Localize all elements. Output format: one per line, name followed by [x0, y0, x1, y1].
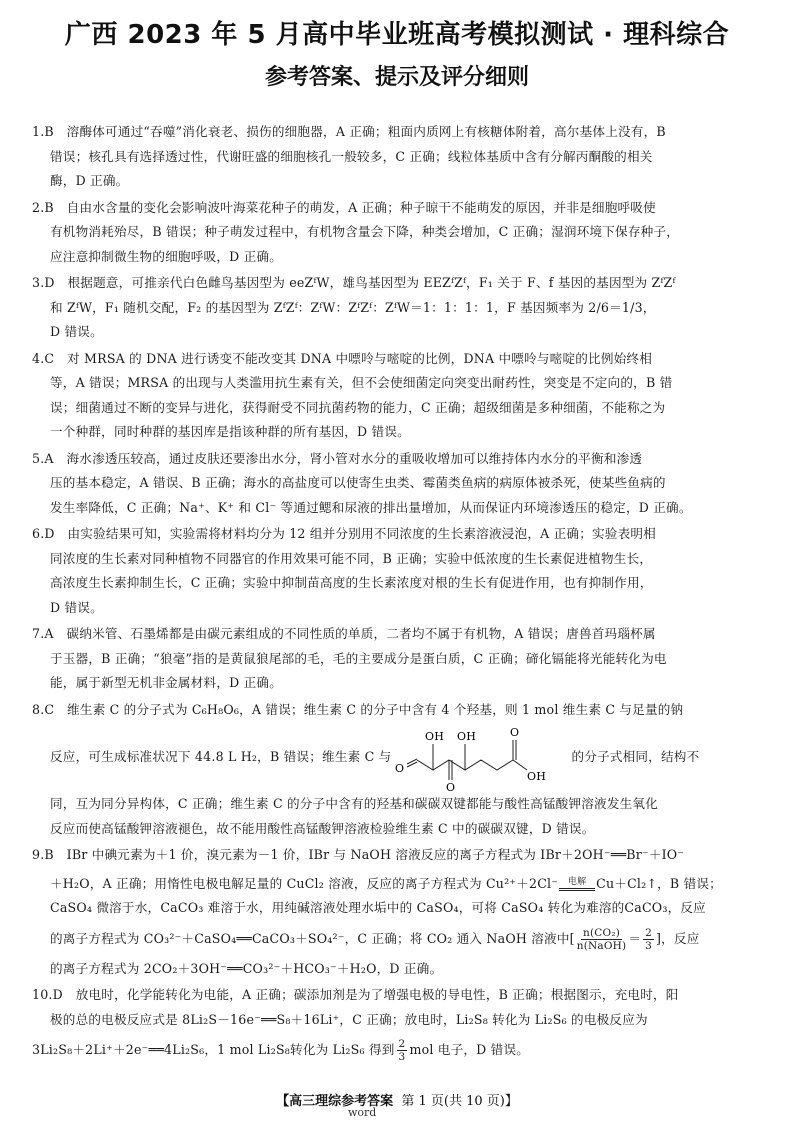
- q9-text: ]，反应: [656, 930, 700, 946]
- page-title: 广西 2023 年 5 月高中毕业班高考模拟测试 · 理科综合: [64, 20, 730, 50]
- fraction-denominator: 3: [398, 1051, 406, 1063]
- question-9: [32, 843, 774, 981]
- q10-line: 10.D 放电时，化学能转化为电能，A 正确；碳添加剂是为了增强电极的导电性，B 正确；根据图示，充电时，阳: [32, 987, 679, 1002]
- fraction-denominator: 3: [645, 939, 653, 952]
- question-line: 发生率降低，C 正确；Na⁺、K⁺ 和 Cl⁻ 等通过鳃和尿液的排出量增加，从而保证内环境渗透压的稳定，D 正确。: [50, 499, 692, 515]
- q10-text: 3Li₂S₈＋2Li⁺＋2e⁻══4Li₂S₆，1 mol Li₂S₈转化为 Li₂S₆ 得到: [32, 1042, 395, 1057]
- mol-label-o-bottom: O: [446, 781, 456, 792]
- mol-label-oh2: OH: [457, 730, 477, 743]
- mol-label-o-left: O: [395, 762, 405, 775]
- question-line: 2.B 自由水含量的变化会影响波叶海菜花种子的萌发，A 正确；种子晾干不能萌发的原因，并非是细胞呼吸使: [32, 199, 656, 215]
- question-line: 同浓度的生长素对同种植物不同器官的作用效果可能不同，B 正确；实验中低浓度的生长素促进植物生长，: [50, 550, 653, 566]
- fraction-numerator: n(CO₂): [583, 926, 621, 939]
- page-number: 第 1 页(共 10 页)】: [401, 1094, 518, 1109]
- question-line: D 错误。: [50, 599, 103, 615]
- q8-line: 反应，可生成标准状况下 44.8 L H₂，B 错误；维生素 C 与: [50, 748, 392, 764]
- question-6: [32, 522, 774, 620]
- question-3: [32, 271, 774, 345]
- q9-line: CaSO₄ 微溶于水，CaCO₃ 难溶于水，用纯碱溶液处理水垢中的 CaSO₄，可将 CaSO₄ 转化为难溶的CaCO₃，反应: [50, 900, 706, 915]
- answer-body: [32, 120, 774, 1070]
- question-line: 和 ZᶠW，F₁ 随机交配，F₂ 的基因型为 ZᶠZᶠ：ZᶠW：ZᶠZᶠ：ZᶠW＝1：1：1：1，F 基因频率为 2/6＝1/3，: [50, 299, 656, 315]
- question-7: [32, 622, 774, 696]
- question-line: 误；细菌通过不断的变异与进化，获得耐受不同抗菌药物的能力，C 正确；超级细菌是多种细菌，不能称之为: [50, 399, 666, 415]
- question-2: [32, 196, 774, 270]
- question-line: 3.D 根据题意，可推亲代白色雌鸟基因型为 eeZᶠW，雄鸟基因型为 EEZᶠZᶠ，F₁ 关于 F、f 基因的基因型为 ZᶠZᶠ: [32, 275, 676, 290]
- question-line: 于玉器，B 正确；“狼毫”指的是黄鼠狼尾部的毛，毛的主要成分是蛋白质，C 正确；碲化镉能将光能转化为电: [50, 650, 667, 666]
- fraction-numerator: 2: [645, 926, 653, 939]
- question-line: 一个种群，同时种群的基因库是指该种群的所有基因，D 错误。: [50, 424, 410, 439]
- question-list: [32, 120, 774, 696]
- q8-line: 同，互为同分异构体，C 正确；维生素 C 的分子中含有的羟基和碳碳双键都能与酸性高锰酸钾溶液发生氧化: [50, 796, 659, 811]
- q9-text: Cu＋Cl₂↑，B 错误；: [596, 875, 722, 891]
- question-5: [32, 447, 774, 521]
- mol-label-o-top: O: [510, 726, 520, 739]
- question-line: 高浓度生长素抑制生长，C 正确；实验中抑制苗高度的生长素浓度对根的生长有促进作用，也有抑制作用，: [50, 575, 653, 590]
- question-line: 应注意抑制微生物的细胞呼吸，D 正确。: [50, 248, 282, 264]
- page-subtitle: 参考答案、提示及评分细则: [264, 65, 529, 90]
- q9-text: ＝: [628, 930, 642, 946]
- electrolysis-arrow: [559, 877, 595, 891]
- molecule-structure: [395, 722, 567, 792]
- fraction-numerator: 2: [398, 1038, 406, 1050]
- question-line: 1.B 溶酶体可通过“吞噬”消化衰老、损伤的细胞器，A 正确；粗面内质网上有核糖体附着，高尔基体上没有，B: [32, 124, 666, 139]
- question-line: 酶，D 正确。: [50, 173, 129, 188]
- electrolysis-label: 电解: [567, 877, 587, 887]
- value-fraction: [643, 927, 654, 952]
- q9-text: ＋H₂O，A 正确；用惰性电极电解足量的 CuCl₂ 溶液，反应的离子方程式为 Cu²⁺＋2Cl⁻: [50, 875, 559, 891]
- page-footer: [0, 1090, 794, 1109]
- q9-line-2: [32, 872, 774, 897]
- footer-label: 【高三理综参考答案: [276, 1094, 394, 1109]
- question-line: 5.A 海水渗透压较高，通过皮肤还要渗出水分，肾小管对水分的重吸收增加可以维持体内水分的平衡和渗透: [32, 450, 643, 466]
- q10-line: 极的总的电极反应式是 8Li₂S－16e⁻══S₈＋16Li⁺，C 正确；放电时，Li₂S₈ 转化为 Li₂S₆ 的电极反应为: [50, 1011, 648, 1027]
- question-line: 7.A 碳纳米管、石墨烯都是由碳元素组成的不同性质的单质，二者均不属于有机物，A 错误；唐兽首玛瑙杯属: [32, 626, 656, 641]
- q8-line: 8.C 维生素 C 的分子式为 C₆H₈O₆，A 错误；维生素 C 的分子中含有 4 个羟基，则 1 mol 维生素 C 与足量的钠: [32, 701, 684, 717]
- q8-line: 反应而使高锰酸钾溶液褪色，故不能用酸性高锰酸钾溶液检验维生素 C 中的碳碳双键，D 错误。: [50, 820, 595, 836]
- question-line: 等，A 错误；MRSA 的出现与人类滥用抗生素有关，但不会使细菌定向突变出耐药性，突变是不定向的，B 错: [50, 375, 673, 390]
- ratio-fraction: [577, 927, 627, 952]
- question-10: [32, 983, 774, 1068]
- q9-text: 的离子方程式为 CO₃²⁻＋CaSO₄══CaCO₃＋SO₄²⁻，C 正确；将 CO₂ 通入 NaOH 溶液中[: [50, 930, 575, 946]
- q9-line-4: [32, 921, 774, 957]
- mol-label-oh1: OH: [425, 730, 445, 743]
- fraction-denominator: n(NaOH): [576, 939, 627, 952]
- mol-fraction: [397, 1038, 408, 1063]
- q8-line: 的分子式相同，结构不: [571, 748, 700, 764]
- watermark-text: word: [348, 1106, 377, 1119]
- question-line: 有机物消耗殆尽，B 错误；种子萌发过程中，有机物含量会下降，种类会增加，C 正确；湿润环境下保存种子，: [50, 224, 680, 239]
- q9-line: 的离子方程式为 2CO₂＋3OH⁻══CO₃²⁻＋HCO₃⁻＋H₂O，D 正确。: [50, 960, 443, 976]
- question-4: [32, 347, 774, 445]
- question-line: 能，属于新型无机非金属材料，D 正确。: [50, 675, 282, 690]
- question-8: [32, 698, 774, 842]
- question-line: 4.C 对 MRSA 的 DNA 进行诱变不能改变其 DNA 中嘌呤与嘧啶的比例，DNA 中嘌呤与嘧啶的比例始终相: [32, 350, 652, 366]
- q9-line: 9.B IBr 中碘元素为＋1 价，溴元素为－1 价，IBr 与 NaOH 溶液反应的离子方程式为 IBr＋2OH⁻══Br⁻＋IO⁻: [32, 847, 685, 862]
- q8-molecule-row: [32, 722, 774, 792]
- question-line: 6.D 由实验结果可知，实验需将材料均分为 12 组并分别用不同浓度的生长素溶液浸泡，A 正确；实验表明相: [32, 526, 656, 541]
- q10-text: mol 电子，D 错误。: [409, 1042, 530, 1057]
- q10-line-3: [32, 1032, 774, 1068]
- question-1: [32, 120, 774, 194]
- question-line: 错误；核孔具有选择透过性，代谢旺盛的细胞核孔一般较多，C 正确；线粒体基质中含有分解丙酮酸的相关: [50, 148, 653, 164]
- question-line: D 错误。: [50, 324, 103, 339]
- question-line: 压的基本稳定，A 错误、B 正确；海水的高盐度可以使寄生虫类、霉菌类鱼病的病原体被杀死，使某些鱼病的: [50, 475, 666, 490]
- mol-label-oh3: OH: [527, 770, 547, 783]
